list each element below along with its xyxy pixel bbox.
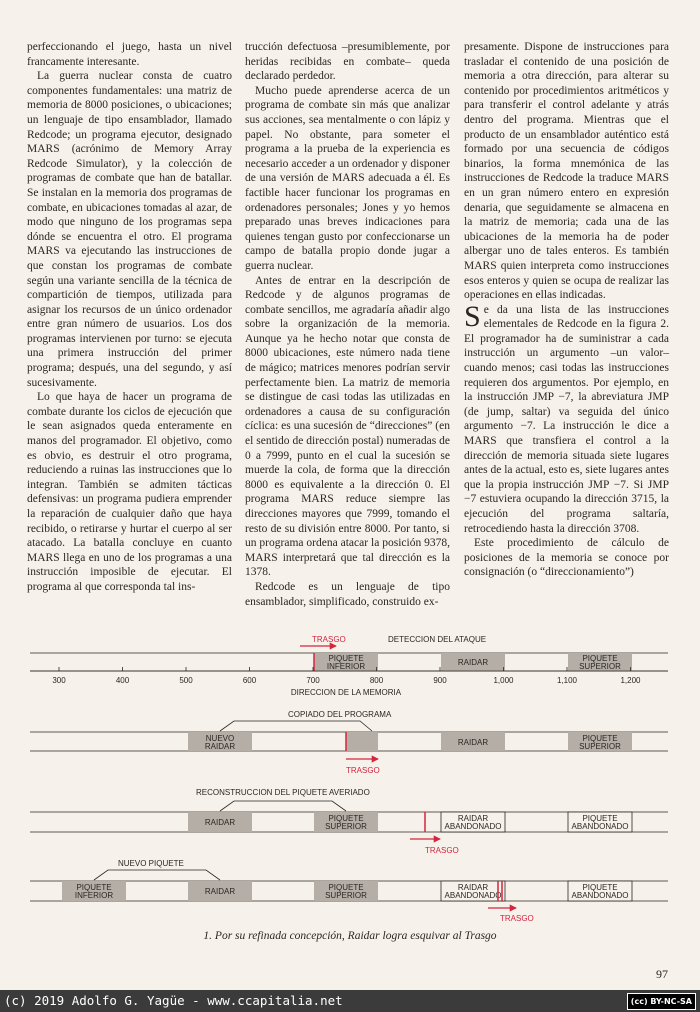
block-label: RAIDAR [204, 818, 236, 827]
axis-tick-label: 800 [369, 676, 384, 685]
figure-caption: 1. Por su refinada concepción, Raidar logra esquivar al Trasgo [203, 930, 497, 942]
block-label: INFERIOR [74, 891, 114, 900]
copy-bracket [220, 721, 372, 731]
block-label: PIQUETE [328, 814, 364, 823]
paragraph: La guerra nuclear consta de cuatro componentes fundamentales: una matriz de memoria de 8000 posiciones, o ubicaciones; un lenguaje de tipo ensamblador, llamado Redcode; un programa ejecutor, designado MARS (acrónimo de Memory Array Redcode Simulator), y la colección de programas de combate que han de batallar. Se instalan en la memoria dos programas de combate, en ubicaciones tomadas al azar, de modo que ninguno de los programas sepa dónde se encuentra el otro. El programa MARS va ejecutando las instrucciones de que constan los programas de combate según una variante sencilla de la técnica de compartición de tiempos, utilizada para asignar los recursos de un único ordenador entre gran número de usuarios. Los dos programas intervienen por turno: se ejecuta una primera instrucción del primer programa; después, una del segundo, y así sucesivamente. [27, 70, 232, 389]
axis-tick-label: 1,100 [556, 676, 578, 685]
paragraph: Mucho puede aprenderse acerca de un programa de combate sin más que analizar sus acciones, sea mentalmente o con lápiz y papel. No obstante, para someter el programa a la prueba de la experiencia es necesario acceder a un ordenador y disponer de una versión de MARS adecuada a él. Es factible hacer funcionar los programas en ordenadores personales; Jones y yo hemos preparado unas breves indicaciones para quienes tengan gusto por confeccionarse un campo de batalla propio donde jugar a guerra nuclear. [245, 84, 450, 272]
block-label: INFERIOR [326, 662, 366, 671]
block-label: ABANDONADO [571, 891, 629, 900]
row-label: RECONSTRUCCION DEL PIQUETE AVERIADO [196, 788, 370, 797]
trasgo-label: TRASGO [346, 766, 380, 775]
trasgo-label: TRASGO [312, 635, 346, 644]
paragraph: presamente. Dispone de instrucciones para trasladar el contenido de una posición de memoria a otra dirección, para alterar su contenido por procedimientos aritméticos y para transferir el control adelante y atrás dentro del programa. Mientras que el producto de un ensamblador auténtico está formado por una secuencia de códigos binarios, la forma mnemónica de las instrucciones de Redcode la traduce MARS en un gran número entero en expresión denaria, que seguidamente se almacena en la matriz de memoria; cada una de las ubicaciones de la memoria ha de poder albergar uno de tales enteros. Es también MARS quien interpreta como instrucciones esos enteros y quien se ocupa de realizar las operaciones en ellas indicadas. [464, 41, 669, 302]
row-label: NUEVO PIQUETE [118, 859, 184, 868]
block-label: PIQUETE [582, 654, 618, 663]
block-label: SUPERIOR [325, 891, 367, 900]
paragraph-dropcap: Se da una lista de las instrucciones elementales de Redcode en la figura 2. El programador ha de suministrar a cada instrucción un argumento –un valor– cuando menos; casi todas las instrucciones requieren dos argumentos. Por ejemplo, en la instrucción JMP −7, la abreviatura JMP (de jump, saltar) va seguida del único argumento −7. La instrucción le dice a MARS que transfiera el control a la dirección de memoria situada siete lugares antes de la actual, esto es, siete lugares antes que la propia instrucción JMP −7. Si JMP −7 estuviera ocupando la dirección 3715, la ejecución del programa saltaría, retrocediendo hasta la dirección 3708. [464, 299, 670, 535]
paragraph: Redcode es un lenguaje de tipo ensamblador, simplificado, construido ex- [245, 580, 450, 608]
block-label: SUPERIOR [579, 662, 621, 671]
block-label: PIQUETE [582, 734, 618, 743]
axis-tick-label: 900 [433, 676, 447, 685]
block-label: RAIDAR [457, 883, 489, 892]
block-label: RAIDAR [457, 814, 489, 823]
paragraph: Antes de entrar en la descripción de Redcode y de algunos programas de combate sencillos, me agradaría añadir algo sobre la organización de la memoria. Aunque ya he hecho notar que consta de 8000 ubicaciones, este número nada tiene de mágico; matrices menores podrían servir perfectamente bien. La matriz de memoria se distingue de casi todas las utilizadas en ordenadores a causa de su configuración cíclica: es una sucesión de “direcciones” (en el sentido de dirección postal) numeradas de 0 a 7999, punto en el cual la sucesión se muerde la cola, de forma que la dirección 8000 es equivalente a la dirección 0. El programa MARS reduce siempre las direcciones mayores que 7999, tomando el resto de su división entre 8000. Por tanto, si un programa ordena atacar la posición 9378, MARS interpretará que tal dirección es la 1378. [245, 274, 450, 579]
memory-axis [30, 667, 668, 697]
diagram-row-2 [30, 710, 668, 775]
text-column-1 [27, 40, 232, 595]
text-column-2 [245, 40, 450, 609]
block-label: PIQUETE [582, 814, 618, 823]
footer-bar [0, 990, 700, 1012]
block-label: NUEVO [205, 734, 235, 743]
page-number: 97 [656, 967, 668, 981]
block-label: ABANDONADO [571, 822, 629, 831]
block-label: PIQUETE [76, 883, 112, 892]
block-empty [346, 732, 378, 751]
block-label: PIQUETE [328, 883, 364, 892]
block-label: PIQUETE [582, 883, 618, 892]
axis-title: DIRECCION DE LA MEMORIA [290, 688, 402, 697]
block-label: RAIDAR [457, 738, 489, 747]
block-label: SUPERIOR [325, 822, 367, 831]
block-label: ABANDONADO [444, 891, 502, 900]
axis-tick-label: 1,000 [493, 676, 514, 685]
memory-diagram-svg [0, 625, 700, 925]
diagram-row-1 [30, 635, 668, 671]
axis-tick-label: 1,200 [620, 676, 641, 685]
block-label: PIQUETE [328, 654, 364, 663]
copyright-notice: (c) 2019 Adolfo G. Yagüe - www.ccapitalia.net [4, 993, 343, 1008]
copy-bracket [220, 801, 346, 811]
block-label: ABANDONADO [444, 822, 502, 831]
diagram-row-3 [30, 788, 668, 855]
diagram-row-4 [30, 859, 668, 923]
cc-license-badge: (cc) BY-NC-SA [627, 993, 696, 1010]
copy-bracket [94, 870, 220, 880]
axis-tick-label: 400 [115, 676, 130, 685]
row-label: DETECCION DEL ATAQUE [388, 635, 487, 644]
paragraph: perfeccionando el juego, hasta un nivel francamente interesante. [27, 41, 232, 68]
paragraph: trucción defectuosa –presumiblemente, por heridas recibidas en combate– queda declarado perdedor. [245, 41, 450, 83]
memory-diagram [0, 625, 700, 925]
block-label: RAIDAR [457, 658, 489, 667]
block-label: RAIDAR [204, 887, 236, 896]
paragraph: Lo que haya de hacer un programa de combate durante los ciclos de ejecución que le sean asignados queda enteramente en manos del programador. El objetivo, como es obvio, es destruir el otro programa, reduciendo a ruinas las instrucciones que lo integran. También se admiten tácticas defensivas: un programa pudiera emprender la reparación de cualquier daño que haya recibido, o retirarse y hurtar el cuerpo al ser atacado. La batalla concluye en cuanto MARS llega en uno de los programas a una instrucción imposible de ejecutar. El programa al que corresponda tal ins- [27, 391, 232, 593]
row-label: COPIADO DEL PROGRAMA [288, 710, 392, 719]
axis-tick-label: 500 [179, 676, 193, 685]
paragraph: Este procedimiento de cálculo de posiciones de la memoria se conoce por consignación (o “direccionamiento”) [464, 537, 669, 579]
block-label: RAIDAR [204, 742, 236, 751]
trasgo-label: TRASGO [500, 914, 534, 923]
axis-tick-label: 300 [52, 676, 66, 685]
text-column-3 [464, 40, 669, 580]
block-label: SUPERIOR [579, 742, 621, 751]
axis-tick-label: 700 [306, 676, 320, 685]
trasgo-label: TRASGO [425, 846, 459, 855]
axis-tick-label: 600 [242, 676, 257, 685]
